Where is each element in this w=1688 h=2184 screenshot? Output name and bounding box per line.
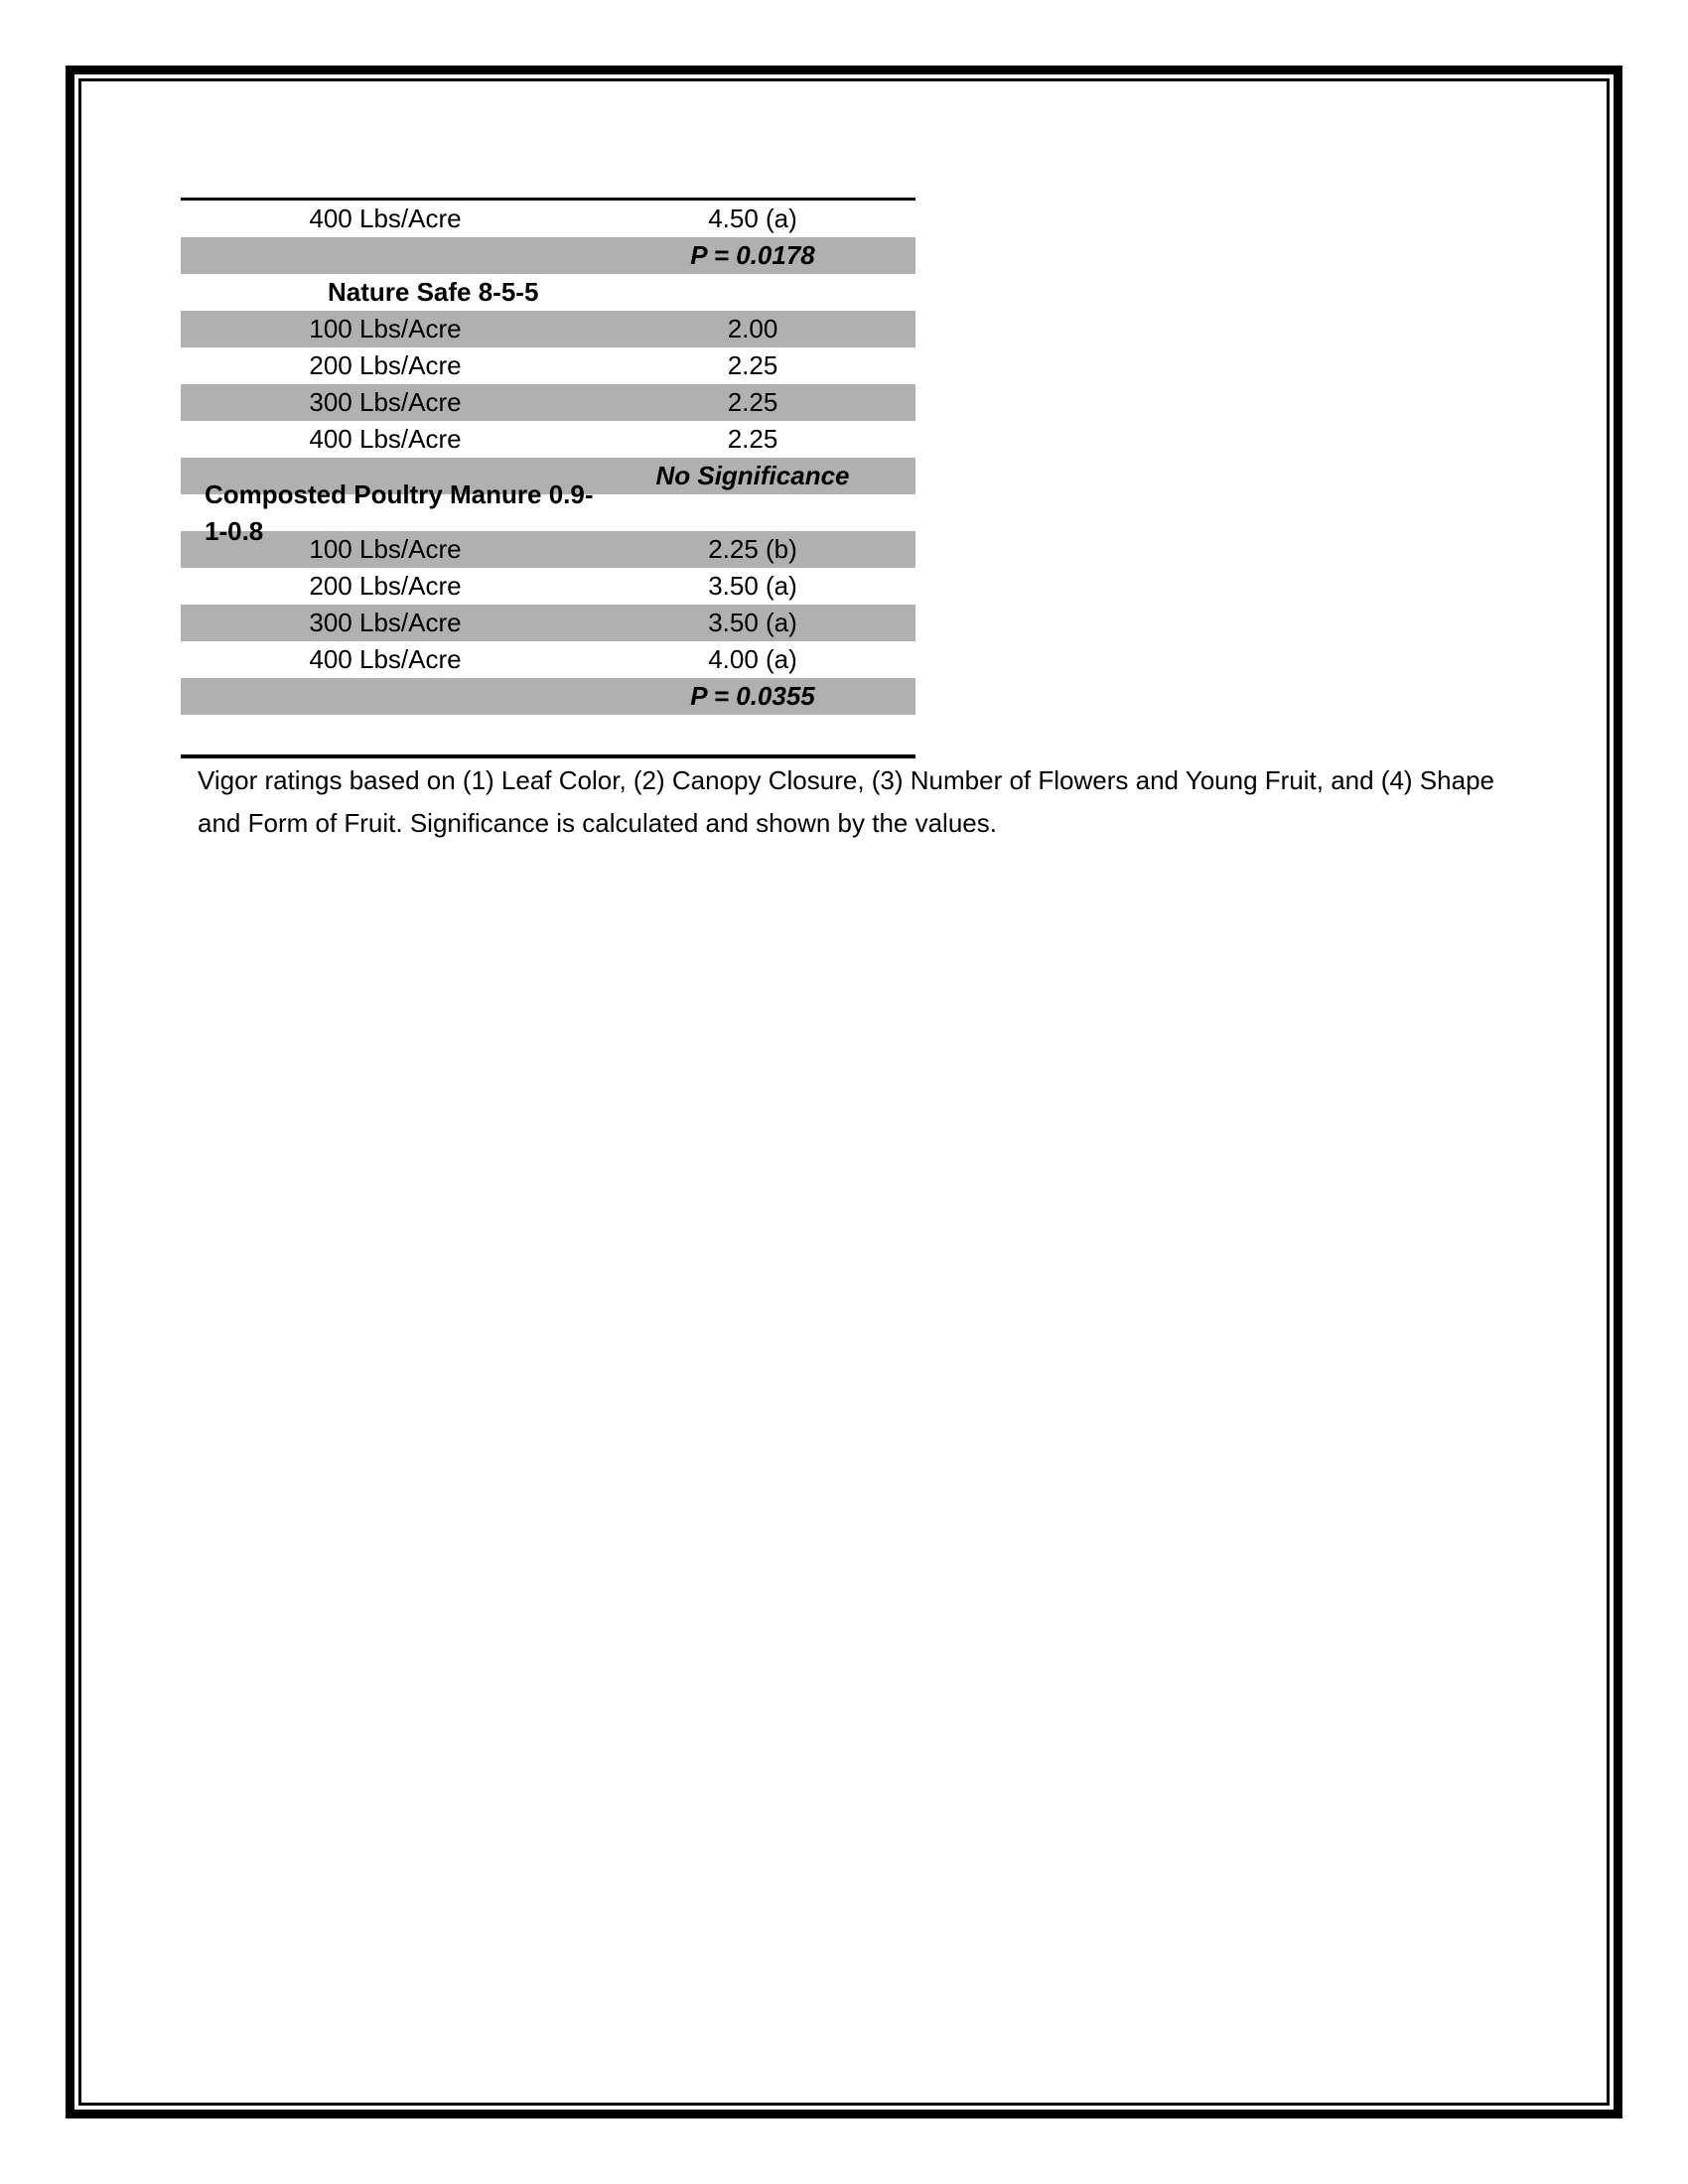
vigor-value-cell: 2.25 (b) <box>708 534 797 564</box>
rate-cell: 100 Lbs/Acre <box>309 534 462 564</box>
rate-cell: 200 Lbs/Acre <box>309 350 462 380</box>
vigor-ratings-table <box>181 198 915 715</box>
significance-row <box>181 678 915 715</box>
vigor-value-cell: 4.50 (a) <box>708 204 797 233</box>
rate-cell: 300 Lbs/Acre <box>309 387 462 417</box>
table-row <box>181 384 915 421</box>
table-row <box>181 641 915 678</box>
group-header-row <box>181 478 915 546</box>
vigor-value-cell: 4.00 (a) <box>708 644 797 674</box>
group-label: Composted Poultry Manure 0.9-1-0.8 <box>205 478 594 546</box>
table-body <box>181 201 915 715</box>
table-row <box>181 605 915 641</box>
rate-cell: 100 Lbs/Acre <box>309 314 462 343</box>
vigor-value-cell: 2.25 <box>727 350 778 380</box>
rate-cell: 300 Lbs/Acre <box>309 608 462 637</box>
p-value-cell: No Significance <box>655 461 850 490</box>
vigor-value-cell: 2.00 <box>727 314 778 343</box>
rate-cell: 400 Lbs/Acre <box>309 204 462 233</box>
group-label: Nature Safe 8-5-5 <box>328 277 539 307</box>
group-header-row <box>181 274 915 311</box>
table-row <box>181 311 915 347</box>
rate-cell: 200 Lbs/Acre <box>309 571 462 601</box>
table-row <box>181 531 915 568</box>
footnote: Vigor ratings based on (1) Leaf Color, (2) Canopy Closure, (3) Number of Flowers and Young Fruit, and (4) Shape and Form of Fruit. Significance is calculated and shown by the values. <box>198 765 1494 838</box>
vigor-value-cell: 2.25 <box>727 387 778 417</box>
vigor-value-cell: 3.50 (a) <box>708 608 797 637</box>
table-bottom-rule <box>181 754 915 758</box>
rate-cell: 400 Lbs/Acre <box>309 644 462 674</box>
vigor-value-cell: 2.25 <box>727 424 778 454</box>
vigor-value-cell: 3.50 (a) <box>708 571 797 601</box>
table-row <box>181 347 915 384</box>
table-row <box>181 568 915 605</box>
table-row <box>181 201 915 237</box>
table-row <box>181 421 915 458</box>
significance-row <box>181 237 915 274</box>
rate-cell: 400 Lbs/Acre <box>309 424 462 454</box>
p-value-cell: P = 0.0355 <box>690 681 815 711</box>
p-value-cell: P = 0.0178 <box>690 240 815 270</box>
